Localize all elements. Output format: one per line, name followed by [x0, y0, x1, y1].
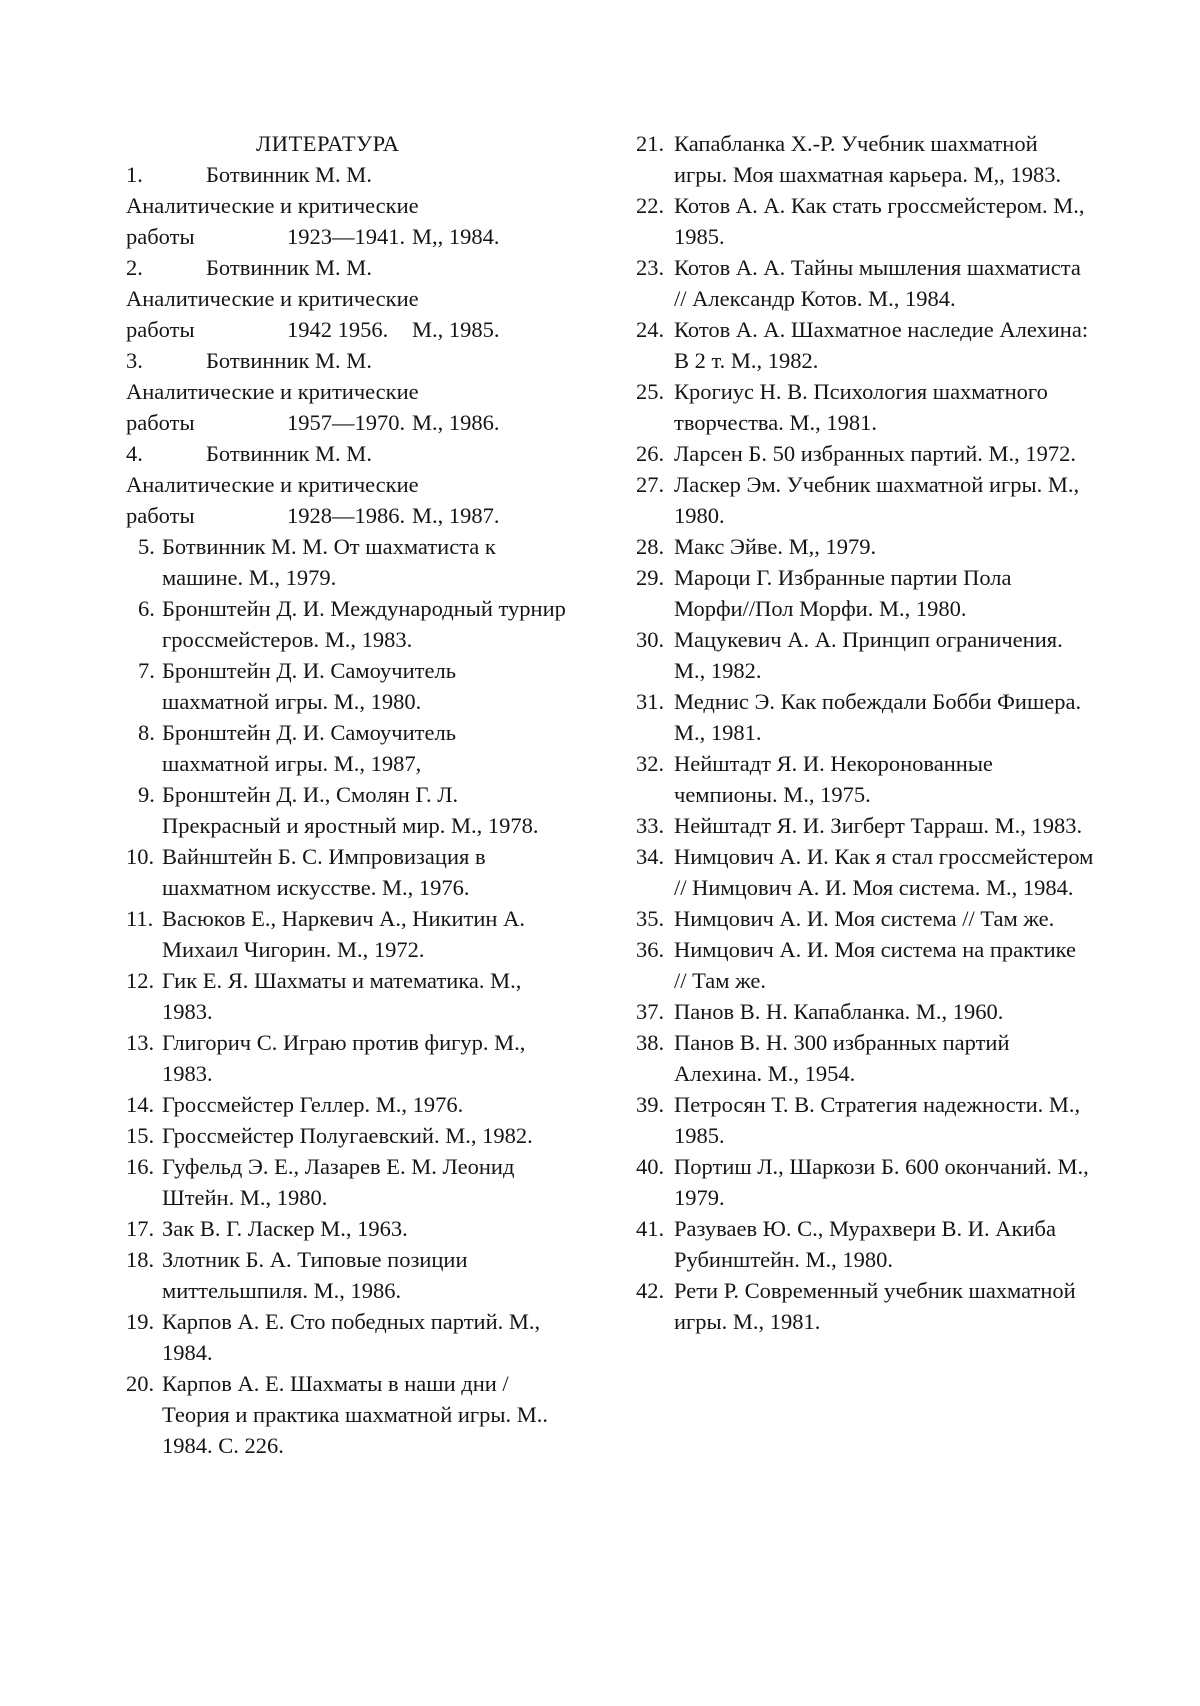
- entry-header-line: [126, 159, 566, 190]
- entry-imprint-line: [126, 221, 566, 252]
- entry-number: 39.: [636, 1092, 665, 1117]
- bibliography-entry: [126, 159, 566, 252]
- entry-number: 30.: [636, 627, 665, 652]
- entry-number: 29.: [636, 565, 665, 590]
- entry-number: 40.: [636, 1154, 665, 1179]
- bibliography-entry: [636, 469, 1094, 531]
- entry-number: 16.: [126, 1154, 155, 1179]
- entry-word: работы: [126, 317, 195, 342]
- entry-number: 9.: [138, 782, 155, 807]
- entry-text: Бронштейн Д. И. Самоучитель шахматной игры. М., 1987,: [162, 720, 456, 776]
- entry-word: работы: [126, 503, 195, 528]
- entry-number: 6.: [138, 596, 155, 621]
- entry-text: Нимцович А. И. Как я стал гроссмейстером // Нимцович А. И. Моя система. М., 1984.: [674, 844, 1094, 900]
- left-entry-list: [126, 531, 566, 1461]
- entry-text: Бронштейн Д. И. Самоучитель шахматной игры. М., 1980.: [162, 658, 456, 714]
- bibliography-entry: [126, 965, 566, 1027]
- lead-entries: [126, 159, 566, 531]
- bibliography-entry: [636, 841, 1094, 903]
- bibliography-entry: [636, 1089, 1094, 1151]
- entry-text: Гроссмейстер Геллер. М., 1976.: [162, 1092, 464, 1117]
- entry-title: Аналитические и критические: [126, 193, 419, 218]
- entry-text: Гроссмейстер Полугаевский. М., 1982.: [162, 1123, 533, 1148]
- bibliography-entry: [126, 593, 566, 655]
- entry-text: Васюков Е., Наркевич А., Никитин А. Михаил Чигорин. М., 1972.: [162, 906, 525, 962]
- right-entry-list: [636, 128, 1094, 1337]
- entry-header-line: [126, 345, 566, 376]
- entry-number: 14.: [126, 1092, 155, 1117]
- entry-word: работы: [126, 224, 195, 249]
- entry-text: Гуфельд Э. Е., Лазарев Е. М. Леонид Штейн. М., 1980.: [162, 1154, 515, 1210]
- bibliography-entry: [126, 1089, 566, 1120]
- entry-text: Портиш Л., Шаркози Б. 600 окончаний. М., 1979.: [674, 1154, 1089, 1210]
- bibliography-entry: [636, 128, 1094, 190]
- entry-text: Петросян Т. В. Стратегия надежности. М., 1985.: [674, 1092, 1081, 1148]
- entry-place: М., 1987.: [412, 503, 500, 528]
- bibliography-entry: [636, 252, 1094, 314]
- entry-text: Нейштадт Я. И. Некоронованные чемпионы. М., 1975.: [674, 751, 993, 807]
- bibliography-entry: [636, 624, 1094, 686]
- entry-title: Аналитические и критические: [126, 379, 419, 404]
- entry-number: 19.: [126, 1309, 155, 1334]
- entry-number: 42.: [636, 1278, 665, 1303]
- entry-author: Ботвинник М. М.: [206, 255, 372, 280]
- entry-text: Макс Эйве. М,, 1979.: [674, 534, 877, 559]
- entry-text: Панов В. Н. 300 избранных партий Алехина. М., 1954.: [674, 1030, 1010, 1086]
- bibliography-entry: [126, 345, 566, 438]
- bibliography-entry: [636, 903, 1094, 934]
- entry-title: Аналитические и критические: [126, 286, 419, 311]
- entry-number: 26.: [636, 441, 665, 466]
- bibliography-entry: [126, 1027, 566, 1089]
- entry-text: Разуваев Ю. С., Мурахвери В. И. Акиба Рубинштейн. М., 1980.: [674, 1216, 1056, 1272]
- entry-author: Ботвинник М. М.: [206, 348, 372, 373]
- bibliography-entry: [126, 438, 566, 531]
- entry-text: Нимцович А. И. Моя система на практике // Там же.: [674, 937, 1076, 993]
- entry-author: Ботвинник М. М.: [206, 162, 372, 187]
- bibliography-entry: [636, 1151, 1094, 1213]
- entry-header-line: [126, 438, 566, 469]
- entry-text: Нимцович А. И. Моя система // Там же.: [674, 906, 1055, 931]
- entry-number: 27.: [636, 472, 665, 497]
- entry-text: Мацукевич А. А. Принцип ограничения. М., 1982.: [674, 627, 1063, 683]
- bibliography-entry: [126, 655, 566, 717]
- entry-imprint-line: [126, 314, 566, 345]
- entry-number: 36.: [636, 937, 665, 962]
- bibliography-entry: [126, 1368, 566, 1461]
- entry-place: М., 1985.: [412, 317, 500, 342]
- entry-number: 22.: [636, 193, 665, 218]
- entry-text: Мароци Г. Избранные партии Пола Морфи//Пол Морфи. М., 1980.: [674, 565, 1012, 621]
- entry-text: Капабланка Х.-Р. Учебник шахматной игры. Моя шахматная карьера. М,, 1983.: [674, 131, 1062, 187]
- entry-number: 8.: [138, 720, 155, 745]
- entry-number: 24.: [636, 317, 665, 342]
- entry-text: Рети Р. Современный учебник шахматной игры. М., 1981.: [674, 1278, 1076, 1334]
- bibliography-entry: [636, 562, 1094, 624]
- bibliography-entry: [636, 190, 1094, 252]
- entry-number: 32.: [636, 751, 665, 776]
- bibliography-entry: [636, 438, 1094, 469]
- bibliography-entry: [126, 717, 566, 779]
- entry-header-line: [126, 252, 566, 283]
- bibliography-entry: [636, 934, 1094, 996]
- entry-title: Аналитические и критические: [126, 472, 419, 497]
- entry-number: 3.: [126, 348, 143, 373]
- bibliography-entry: [126, 1244, 566, 1306]
- bibliography-entry: [126, 1213, 566, 1244]
- entry-text: Бронштейн Д. И., Смолян Г. Л. Прекрасный и яростный мир. М., 1978.: [162, 782, 539, 838]
- entry-number: 20.: [126, 1371, 155, 1396]
- entry-text: Меднис Э. Как побеждали Бобби Фишера. М., 1981.: [674, 689, 1082, 745]
- entry-text: Вайнштейн Б. С. Импровизация в шахматном искусстве. М., 1976.: [162, 844, 486, 900]
- entry-text: Зак В. Г. Ласкер М., 1963.: [162, 1216, 408, 1241]
- bibliography-entry: [126, 252, 566, 345]
- bibliography-entry: [636, 748, 1094, 810]
- bibliography-entry: [126, 903, 566, 965]
- entry-years: 1923—1941.: [287, 224, 406, 249]
- entry-number: 13.: [126, 1030, 155, 1055]
- entry-place: М., 1986.: [412, 410, 500, 435]
- entry-years: 1957—1970.: [287, 410, 406, 435]
- entry-number: 37.: [636, 999, 665, 1024]
- entry-text: Бронштейн Д. И. Международный турнир гроссмейстеров. М., 1983.: [162, 596, 566, 652]
- entry-number: 35.: [636, 906, 665, 931]
- entry-number: 15.: [126, 1123, 155, 1148]
- entry-text: Карпов А. Е. Сто победных партий. М., 1984.: [162, 1309, 541, 1365]
- entry-number: 34.: [636, 844, 665, 869]
- entry-text: Котов А. А. Шахматное наследие Алехина: В 2 т. М., 1982.: [674, 317, 1089, 373]
- entry-text: Котов А. А. Тайны мышления шахматиста // Александр Котов. М., 1984.: [674, 255, 1081, 311]
- entry-number: 4.: [126, 441, 143, 466]
- entry-text: Глигорич С. Играю против фигур. М., 1983.: [162, 1030, 526, 1086]
- entry-place: М,, 1984.: [412, 224, 500, 249]
- entry-number: 25.: [636, 379, 665, 404]
- entry-years: 1942 1956.: [287, 317, 389, 342]
- entry-number: 41.: [636, 1216, 665, 1241]
- entry-number: 28.: [636, 534, 665, 559]
- entry-number: 5.: [138, 534, 155, 559]
- entry-number: 17.: [126, 1216, 155, 1241]
- bibliography-entry: [636, 314, 1094, 376]
- entry-text: Гик Е. Я. Шахматы и математика. М., 1983.: [162, 968, 522, 1024]
- left-column: [126, 128, 566, 1461]
- entry-number: 2.: [126, 255, 143, 280]
- entry-text: Крогиус Н. В. Психология шахматного творчества. М., 1981.: [674, 379, 1048, 435]
- entry-number: 38.: [636, 1030, 665, 1055]
- entry-number: 11.: [126, 906, 154, 931]
- entry-number: 12.: [126, 968, 155, 993]
- entry-number: 10.: [126, 844, 155, 869]
- entry-imprint-line: [126, 407, 566, 438]
- bibliography-entry: [126, 1151, 566, 1213]
- bibliography-entry: [636, 996, 1094, 1027]
- bibliography-entry: [126, 531, 566, 593]
- entry-number: 7.: [138, 658, 155, 683]
- bibliography-entry: [636, 686, 1094, 748]
- bibliography-entry: [636, 531, 1094, 562]
- bibliography-entry: [126, 1120, 566, 1151]
- bibliography-entry: [126, 779, 566, 841]
- entry-author: Ботвинник М. М.: [206, 441, 372, 466]
- entry-number: 23.: [636, 255, 665, 280]
- bibliography-entry: [636, 376, 1094, 438]
- bibliography-entry: [636, 1027, 1094, 1089]
- entry-word: работы: [126, 410, 195, 435]
- bibliography-entry: [636, 1275, 1094, 1337]
- bibliography-entry: [126, 1306, 566, 1368]
- entry-text: Нейштадт Я. И. Зигберт Тарраш. М., 1983.: [674, 813, 1083, 838]
- entry-number: 31.: [636, 689, 665, 714]
- right-column: [636, 128, 1094, 1337]
- entry-text: Ботвинник М. М. От шахматиста к машине. М., 1979.: [162, 534, 496, 590]
- entry-imprint-line: [126, 500, 566, 531]
- bibliography-entry: [636, 810, 1094, 841]
- entry-text: Карпов А. Е. Шахматы в наши дни / Теория и практика шахматной игры. М.. 1984. С. 226.: [162, 1371, 549, 1458]
- bibliography-entry: [126, 841, 566, 903]
- entry-number: 18.: [126, 1247, 155, 1272]
- entry-text: Котов А. А. Как стать гроссмейстером. М., 1985.: [674, 193, 1085, 249]
- page-title: ЛИТЕРАТУРА: [256, 131, 400, 156]
- entry-text: Ларсен Б. 50 избранных партий. М., 1972.: [674, 441, 1077, 466]
- entry-years: 1928—1986.: [287, 503, 406, 528]
- entry-number: 1.: [126, 162, 143, 187]
- bibliography-entry: [636, 1213, 1094, 1275]
- entry-text: Злотник Б. А. Типовые позиции миттельшпиля. М., 1986.: [162, 1247, 468, 1303]
- entry-number: 21.: [636, 131, 665, 156]
- entry-number: 33.: [636, 813, 665, 838]
- entry-text: Ласкер Эм. Учебник шахматной игры. М., 1980.: [674, 472, 1080, 528]
- entry-text: Панов В. Н. Капабланка. М., 1960.: [674, 999, 1004, 1024]
